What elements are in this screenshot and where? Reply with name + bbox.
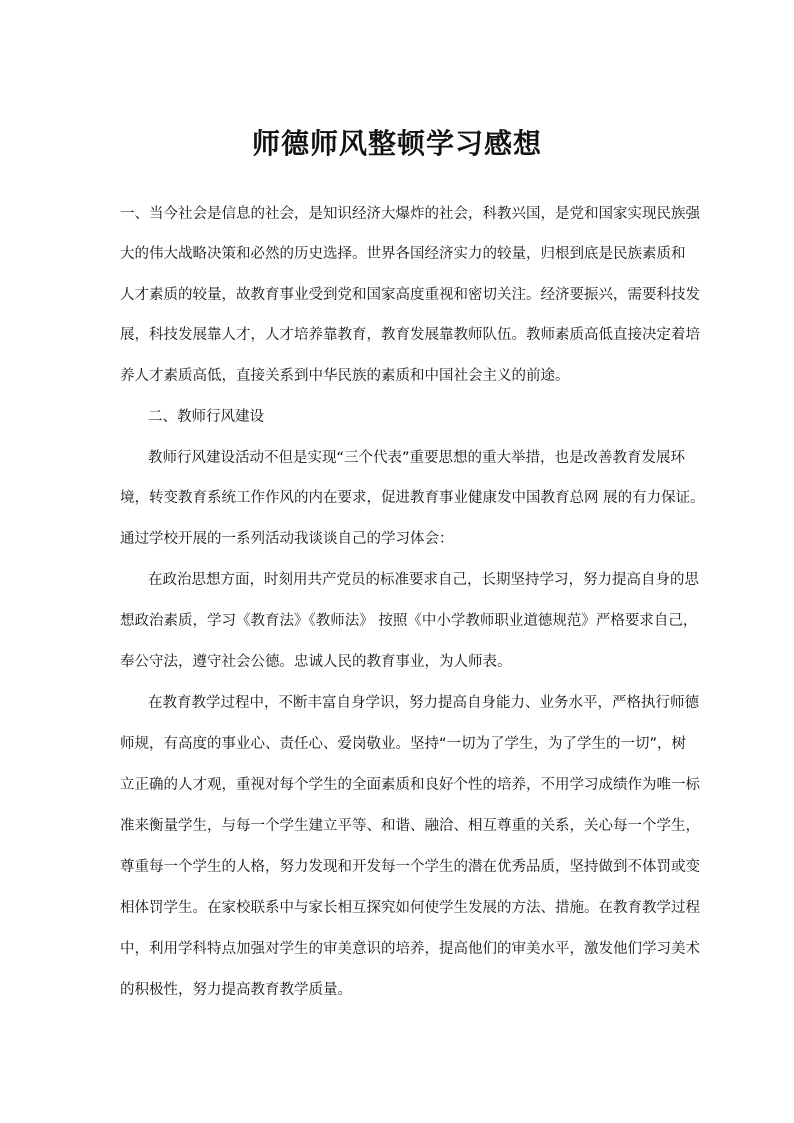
text-line: 境，转变教育系统工作作风的内在要求，促进教育事业健康发中国教育总网 展的有力保证。 [120,490,705,506]
section-heading: 二、教师行风建设 [148,409,264,425]
text-line: 在教育教学过程中，不断丰富自身学识，努力提高自身能力、业务水平，严格执行师德 [148,695,699,711]
text-line: 通过学校开展的一系列活动我谈谈自己的学习体会： [120,531,454,547]
text-line: 人才素质的较量，故教育事业受到党和国家高度重视和密切关注。经济要振兴，需要科技发 [120,287,700,303]
text-line: 的积极性，努力提高教育教学质量。 [120,982,352,998]
text-line: 教师行风建设活动不但是实现“三个代表”重要思想的重大举措，也是改善教育发展环 [148,450,686,466]
text-line: 展，科技发展靠人才，人才培养靠教育，教育发展靠教师队伍。教师素质高低直接决定着培 [120,327,700,343]
text-line: 大的伟大战略决策和必然的历史选择。世界各国经济实力的较量，归根到底是民族素质和 [120,246,686,262]
text-line: 相体罚学生。在家校联系中与家长相互探究如何使学生发展的方法、措施。在教育教学过程 [120,900,700,916]
text-line: 在政治思想方面，时刻用共产党员的标准要求自己，长期坚持学习，努力提高自身的思 [148,572,699,588]
text-line: 一、当今社会是信息的社会，是知识经济大爆炸的社会，科教兴国，是党和国家实现民族强 [120,206,700,222]
document-title: 师德师风整顿学习感想 [251,127,542,160]
text-line: 尊重每一个学生的人格，努力发现和开发每一个学生的潜在优秀品质，坚持做到不体罚或变 [120,859,700,875]
text-line: 立正确的人才观，重视对每个学生的全面素质和良好个性的培养，不用学习成绩作为唯一标 [120,777,700,793]
text-line: 奉公守法，遵守社会公德。忠诚人民的教育事业，为人师表。 [120,654,512,670]
text-line: 中，利用学科特点加强对学生的审美意识的培养，提高他们的审美水平，激发他们学习美术 [120,941,700,957]
text-line: 师规，有高度的事业心、责任心、爱岗敬业。坚持“一切为了学生，为了学生的一切”，树 [120,736,687,752]
text-line: 准来衡量学生，与每一个学生建立平等、和谐、融洽、相互尊重的关系，关心每一个学生， [120,818,700,834]
text-line: 养人才素质高低，直接关系到中华民族的素质和中国社会主义的前途。 [120,368,570,384]
text-line: 想政治素质，学习《教育法》《教师法》 按照《中小学教师职业道德规范》严格要求自己， [120,613,698,629]
